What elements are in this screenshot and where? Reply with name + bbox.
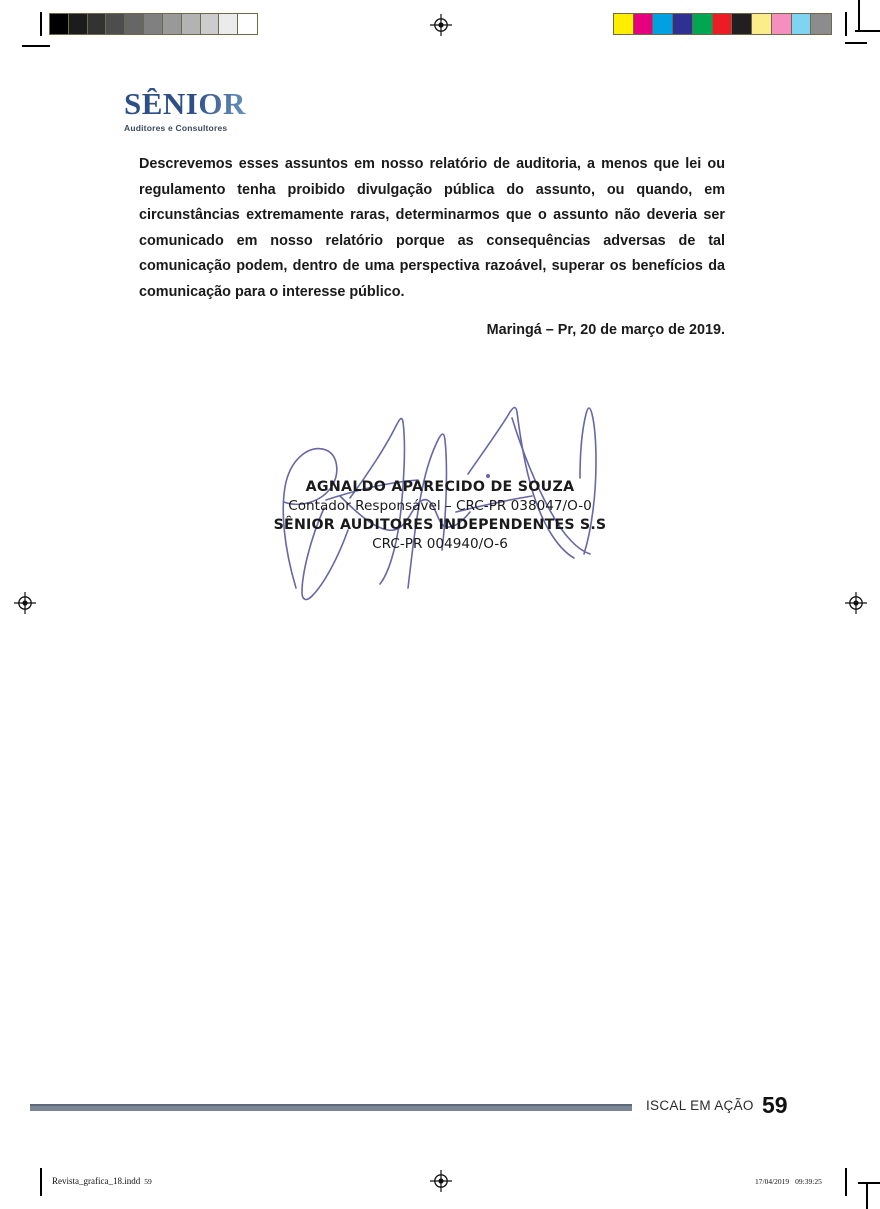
color-swatch: [653, 14, 673, 34]
crop-mark-bottom-right-h: [858, 1182, 880, 1184]
logo-tagline: Auditores e Consultores: [124, 123, 228, 133]
signatory-role: Contador Responsável – CRC-PR 038047/O-0: [288, 498, 592, 514]
crop-mark-bottom-right-v: [866, 1182, 868, 1209]
color-swatch: [752, 14, 772, 34]
gray-swatch: [201, 14, 220, 34]
color-swatch: [693, 14, 713, 34]
signature-block: [240, 378, 640, 608]
slug-filename-text: Revista_grafica_18.indd: [52, 1176, 141, 1186]
gray-swatch: [69, 14, 88, 34]
registration-target-top: [430, 14, 452, 36]
senior-logo: [124, 88, 304, 133]
color-swatch: [772, 14, 792, 34]
color-swatch: [732, 14, 752, 34]
color-calibration-strip: [613, 13, 832, 35]
gray-swatch: [88, 14, 107, 34]
logo-wordmark: SÊNIOR: [124, 88, 304, 119]
color-swatch: [792, 14, 812, 34]
color-swatch: [713, 14, 733, 34]
color-swatch: [614, 14, 634, 34]
gray-swatch: [182, 14, 201, 34]
signatory-firm: SÊNIOR AUDITORES INDEPENDENTES S.S: [273, 517, 607, 533]
gray-swatch: [106, 14, 125, 34]
crop-mark-top-right-h: [855, 30, 880, 32]
color-swatch: [673, 14, 693, 34]
gray-swatch: [238, 14, 257, 34]
footer-publication-label: ISCAL EM AÇÃO: [646, 1098, 754, 1113]
slug-time-text: 09:39:25: [795, 1177, 822, 1186]
crop-mark-top-right-v: [858, 0, 860, 30]
signatory-name: AGNALDO APARECIDO DE SOUZA: [305, 479, 575, 495]
gray-swatch: [125, 14, 144, 34]
registration-target-right: [845, 592, 867, 614]
registration-target-bottom: [430, 1170, 452, 1192]
right-trim-tick: [845, 12, 847, 36]
gray-swatch: [50, 14, 69, 34]
color-swatch: [634, 14, 654, 34]
slug-page-text: 59: [144, 1177, 152, 1186]
body-paragraph: Descrevemos esses assuntos em nosso relatório de auditoria, a menos que lei ou regulamento tenha proibido divulgação pública do assunto, ou quando, em circunstâncias extremamente raras, determinarmos que o assunto não deveria ser comunicado em nosso relatório porque as consequências adversas de tal comunicação podem, dentro de uma perspectiva razoável, superar os benefícios da comunicação para o interesse público.: [139, 156, 725, 300]
color-swatch: [811, 14, 831, 34]
bottom-left-trim-tick: [40, 1168, 42, 1196]
registration-target-left: [14, 592, 36, 614]
gray-swatch: [144, 14, 163, 34]
slug-date-text: 17/04/2019: [755, 1177, 790, 1186]
footer-page-number: 59: [762, 1092, 788, 1118]
gray-swatch: [163, 14, 182, 34]
gray-swatch: [219, 14, 238, 34]
signatory-firm-crc: CRC-PR 004940/O-6: [372, 536, 508, 552]
signature-caption: [240, 478, 640, 554]
slug-timestamp: [755, 1177, 822, 1186]
top-left-trim-tick: [22, 45, 50, 47]
footer-rule-highlight: [30, 1104, 632, 1106]
date-line: Maringá – Pr, 20 de março de 2019.: [486, 322, 725, 338]
grayscale-calibration-strip: [49, 13, 258, 35]
left-trim-tick: [40, 12, 42, 36]
slug-filename: [52, 1176, 152, 1186]
bottom-right-trim-tick: [845, 1168, 847, 1196]
crop-mark-top-right-h2: [845, 42, 867, 44]
